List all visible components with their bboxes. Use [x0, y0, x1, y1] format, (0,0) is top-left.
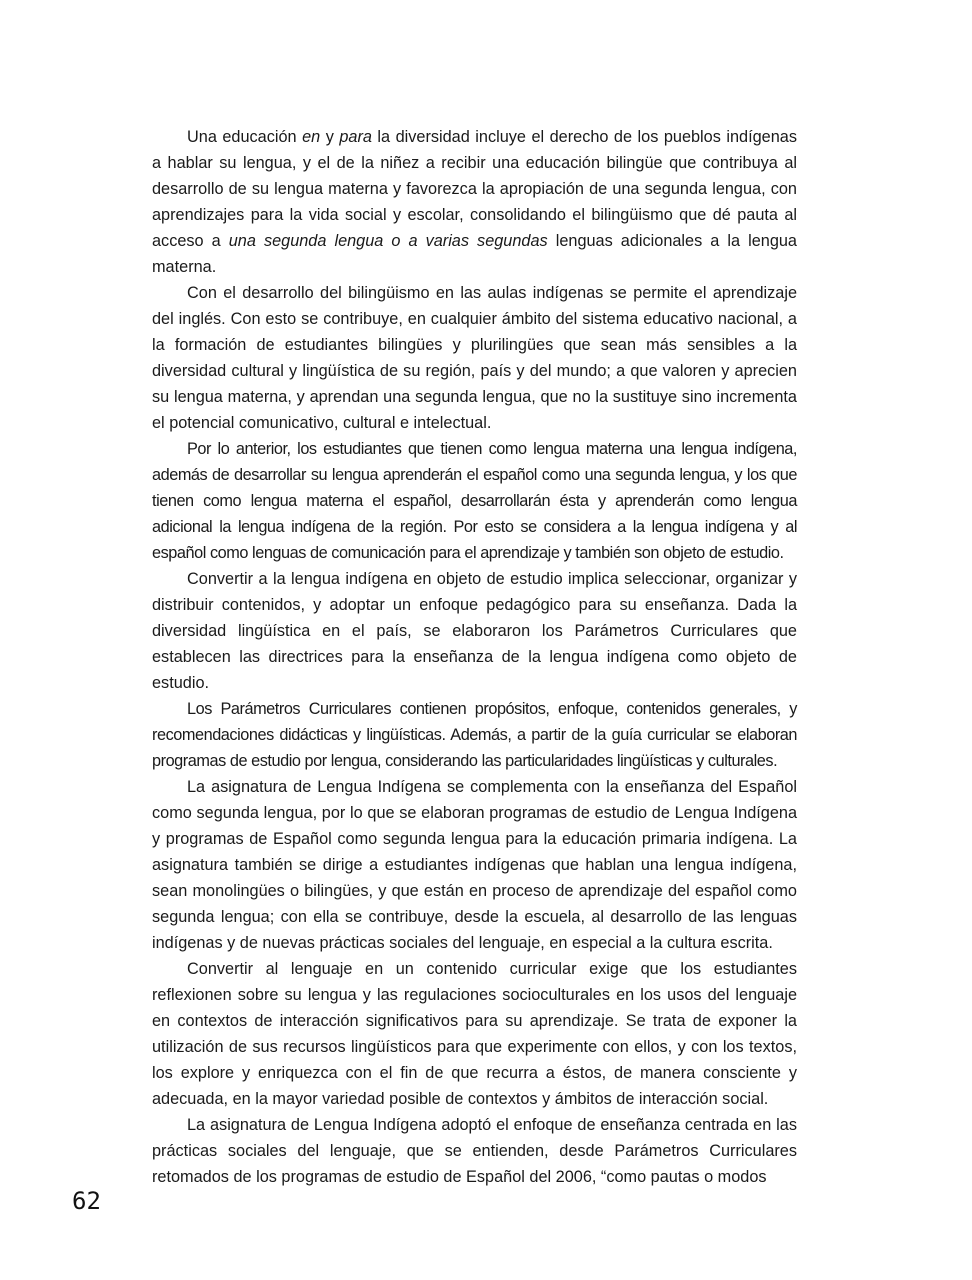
paragraph [152, 1112, 797, 1190]
paragraph-text: la diversidad incluye el derecho de los pueblos indígenas a hablar su lengua, y el de la niñez a recibir una educación bilingüe que contribuya al desarrollo de su lengua materna y favorezca la apropiación de una segunda lengua, con aprendizajes para la vida social y escolar, consolidando el bilingüismo que dé pauta al acceso a [152, 128, 797, 250]
paragraph-text: Con el desarrollo del bilingüismo en las aulas indígenas se permite el aprendizaje del inglés. Con esto se contribuye, en cualquier ámbito del sistema educativo nacional, a la formación de estudiantes bilingües y plurilingües que sean más sensibles a la diversidad cultural y lingüística de su región, país y del mundo; a que valoren y aprecien su lengua materna, y aprendan una segunda lengua, que no la sustituye sino incrementa el potencial comunicativo, cultural e intelectual. [152, 284, 797, 432]
paragraph [152, 696, 797, 774]
paragraph-text: La asignatura de Lengua Indígena se complementa con la enseñanza del Español como segunda lengua, por lo que se elaboran programas de estudio de Lengua Indígena y programas de Español como segunda lengua para la educación primaria indígena. La asignatura también se dirige a estudiantes indígenas que hablan una lengua indígena, sean monolingües o bilingües, y que están en proceso de aprendizaje del español como segunda lengua; con ella se contribuye, desde la escuela, al desarrollo de las lenguas indígenas y de nuevas prácticas sociales del lenguaje, en especial a la cultura escrita. [152, 778, 797, 952]
paragraph-text: Convertir a la lengua indígena en objeto de estudio implica seleccionar, organizar y distribuir contenidos, y adoptar un enfoque pedagógico para su enseñanza. Dada la diversidad lingüística en el país, se elaboraron los Parámetros Curriculares que establecen las directrices para la enseñanza de la lengua indígena como objeto de estudio. [152, 570, 797, 692]
paragraph-text: Una educación [187, 128, 303, 146]
page-number: 62 [72, 1187, 101, 1215]
paragraph-text: y [320, 128, 340, 146]
paragraph-text: La asignatura de Lengua Indígena adoptó el enfoque de enseñanza centrada en las prácticas sociales del lenguaje, que se entienden, desde Parámetros Curriculares retomados de los programas de estudio de Español del 2006, “como pautas o modos [152, 1116, 797, 1186]
italic-text: para [339, 128, 372, 146]
italic-text: en [302, 128, 321, 146]
italic-text: una segunda lengua o a varias segundas [228, 232, 548, 250]
body-text [152, 124, 797, 1190]
paragraph [152, 124, 797, 280]
paragraph [152, 436, 797, 566]
paragraph [152, 280, 797, 436]
paragraph-text: Por lo anterior, los estudiantes que tienen como lengua materna una lengua indígena, además de desarrollar su lengua aprenderán el español como una segunda lengua, y los que tienen como lengua materna el español, desarrollarán ésta y aprenderán como lengua adicional la lengua indígena de la región. Por esto se considera a la lengua indígena y al español como lenguas de comunicación para el aprendizaje y también son objeto de estudio. [152, 440, 797, 562]
paragraph-text: lenguas adicionales a la lengua materna. [152, 232, 797, 276]
paragraph-text: Los Parámetros Curriculares contienen propósitos, enfoque, contenidos generales, y recomendaciones didácticas y lingüísticas. Además, a partir de la guía curricular se elaboran programas de estudio por lengua, considerando las particularidades lingüísticas y culturales. [152, 700, 797, 770]
paragraph [152, 956, 797, 1112]
paragraph [152, 566, 797, 696]
paragraph [152, 774, 797, 956]
paragraph-text: Convertir al lenguaje en un contenido curricular exige que los estudiantes reflexionen sobre su lengua y las regulaciones socioculturales en los usos del lenguaje en contextos de interacción significativos para su aprendizaje. Se trata de exponer la utilización de sus recursos lingüísticos para que experimente con ellos, y con los textos, los explore y enriquezca con el fin de que recurra a éstos, de manera consciente y adecuada, en la mayor variedad posible de contextos y ámbitos de interacción social. [152, 960, 797, 1108]
